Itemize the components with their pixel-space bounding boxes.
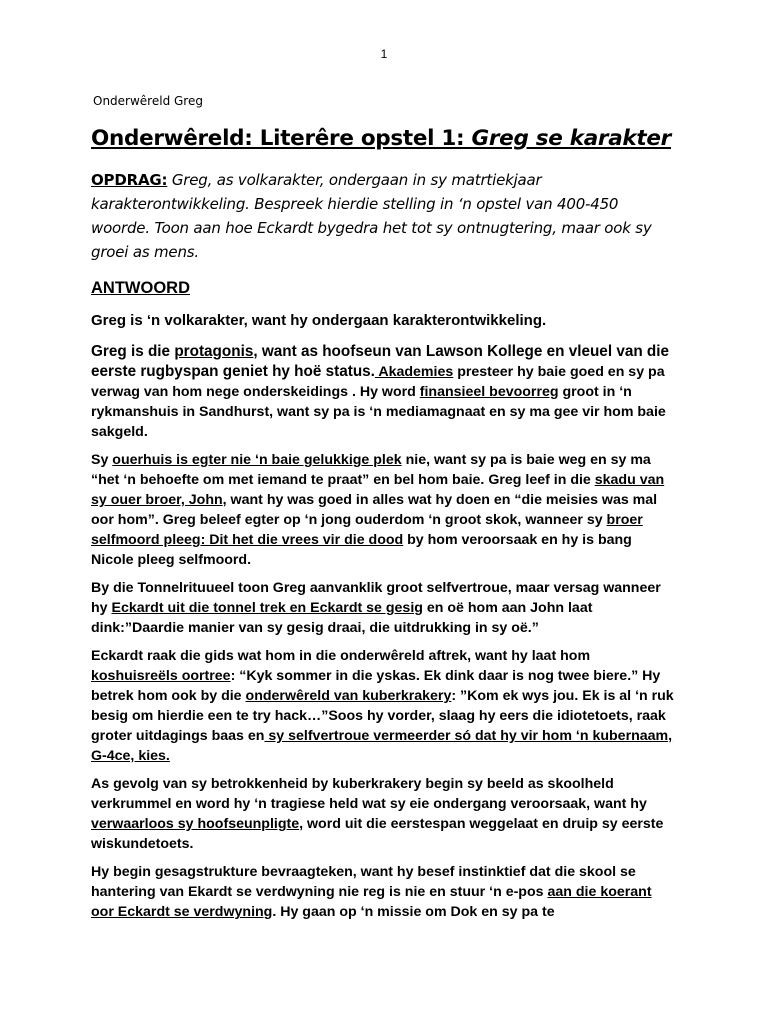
underlined-phrase: skadu van sy ouer broer, John: [91, 472, 665, 508]
essay-paragraph: [91, 342, 677, 442]
answer-heading: ANTWOORD: [91, 279, 190, 297]
essay-paragraphs: [91, 342, 677, 922]
thesis-statement: Greg is ‘n volkarakter, want hy ondergaan karakterontwikkeling.: [91, 312, 547, 329]
essay-paragraph: [91, 862, 677, 922]
text-run: : ”Kom ek wys jou. Ek is al ‘n ruk besig om hierdie een te try hack…”Soos hy vorder, slaag hy eers die idiotetoets, raak groter uitdagings baas en: [91, 688, 674, 744]
underlined-phrase: Eckardt uit die tonnel trek en Eckardt se gesig: [111, 600, 423, 616]
essay-paragraph: [91, 774, 677, 854]
title-main: Onderwêreld: Literêre opstel 1:: [91, 126, 472, 151]
underlined-phrase: aan die koerant oor Eckardt se verdwyning: [91, 884, 652, 920]
underlined-phrase: koshuisreëls oortree: [91, 668, 231, 684]
text-run: Greg is die: [91, 343, 175, 360]
underlined-phrase: verwaarloos sy hoofseunpligte: [91, 816, 300, 832]
underlined-phrase: Akademies: [374, 364, 454, 380]
essay-paragraph: [91, 450, 677, 570]
underlined-phrase: broer selfmoord pleeg: Dit het die vrees vir die dood: [91, 512, 643, 548]
text-run: en oë hom aan John laat dink:”Daardie manier van sy gesig draai, die uitdrukking in sy oë.”: [91, 600, 593, 636]
text-run: , want hy was goed in alles wat hy doen en “die meisies was mal oor hom”. Greg beleef egter op ‘n jong ouderdom ‘n groot skok, wanneer sy: [91, 492, 658, 528]
text-run: . Hy gaan op ‘n missie om Dok en sy pa te: [272, 904, 555, 920]
text-run: Sy: [91, 452, 113, 468]
text-run: As gevolg van sy betrokkenheid by kuberkrakery begin sy beeld as skoolheld verkrummel en word hy ‘n tragiese held wat sy eie ondergang veroorsaak, want hy: [91, 776, 647, 812]
text-run: By die Tonnelrituueel toon Greg aanvanklik groot selfvertroue, maar versag wanneer hy: [91, 580, 661, 616]
essay-paragraph: [91, 578, 677, 638]
underlined-phrase: protagonis: [174, 343, 254, 360]
title-italic: Greg se karakter: [471, 126, 671, 151]
underlined-phrase: ouerhuis is egter nie ‘n baie gelukkige plek: [112, 452, 402, 468]
document-header: Onderwêreld Greg: [93, 94, 203, 108]
document-body: [91, 124, 677, 930]
text-run: Eckardt raak die gids wat hom in die onderwêreld aftrek, want hy laat hom: [91, 648, 591, 664]
page-title: [91, 124, 677, 154]
underlined-phrase: onderwêreld van kuberkrakery: [245, 688, 452, 704]
text-run: Hy begin gesagstrukture bevraagteken, want hy besef instinktief dat die skool se hantering van Ekardt se verdwyning nie reg is nie en stuur ‘n e-pos: [91, 864, 636, 900]
page-number: 1: [380, 47, 388, 61]
text-run: : “Kyk sommer in die yskas. Ek dink daar is nog twee biere.” Hy betrek hom ook by die: [91, 668, 661, 704]
text-run: presteer hy baie goed en sy pa verwag van hom nege onderskeidings . Hy word: [91, 364, 665, 400]
text-run: groot in ‘n rykmanshuis in Sandhurst, want sy pa is ‘n mediamagnaat en sy ma gee vir hom baie sakgeld.: [91, 384, 666, 440]
assignment-text: [91, 168, 677, 264]
text-run: , want as hoofseun van Lawson Kollege en vleuel van die eerste rugbyspan geniet hy hoë status.: [91, 343, 670, 380]
text-run: nie, want sy pa is baie weg en sy ma “het ‘n behoefte om met iemand te praat” en bel hom baie. Greg leef in die: [91, 452, 651, 488]
underlined-phrase: sy selfvertroue vermeerder só dat hy vir hom ‘n kubernaam, G-4ce, kies.: [91, 728, 673, 764]
text-run: , word uit die eerstespan weggelaat en druip sy eerste wiskundetoets.: [91, 816, 664, 852]
essay-paragraph: [91, 646, 677, 766]
text-run: by hom veroorsaak en hy is bang Nicole pleeg selfmoord.: [91, 532, 632, 568]
assignment-label: OPDRAG:: [91, 171, 168, 189]
assignment-body: Greg, as volkarakter, ondergaan in sy matrtiekjaar karakterontwikkeling. Bespreek hierdie stelling in ‘n opstel van 400-450 woorde. Toon aan hoe Eckardt bygedra het tot sy ontnugtering, maar ook sy groei as mens.: [91, 171, 652, 261]
underlined-phrase: finansieel bevoorreg: [419, 384, 559, 400]
